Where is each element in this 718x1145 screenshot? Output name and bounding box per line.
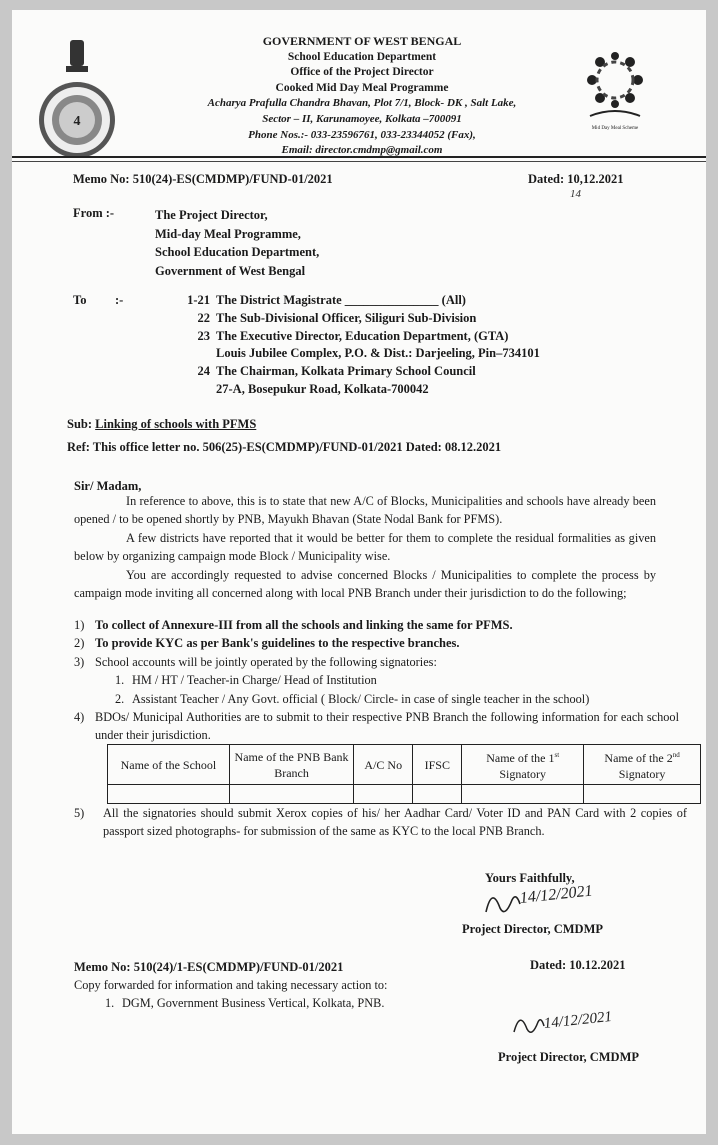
school-info-table xyxy=(107,744,701,804)
table-header: A/C No xyxy=(354,745,413,785)
to-label: To xyxy=(73,293,87,307)
phone-line: Phone Nos.:- 033-23596761, 033-23344052 (Fax), xyxy=(248,128,476,141)
point: 1) To collect of Annexure-III from all the schools and linking the same for PFMS. xyxy=(74,618,513,632)
memo-number: Memo No: 510(24)-ES(CMDMP)/FUND-01/2021 xyxy=(73,172,333,186)
point: 3) School accounts will be jointly operated by the following signatories: xyxy=(74,654,437,669)
table-header: IFSC xyxy=(413,745,462,785)
to-item: Louis Jubilee Complex, P.O. & Dist.: Darjeeling, Pin–734101 xyxy=(216,346,540,361)
copy-memo-number: Memo No: 510(24)/1-ES(CMDMP)/FUND-01/2021 xyxy=(74,960,344,974)
body-paragraphs xyxy=(74,492,656,602)
table-cell xyxy=(229,785,353,804)
table-header: Name of the School xyxy=(108,745,230,785)
table-header-row xyxy=(108,745,701,785)
header-divider xyxy=(12,161,706,162)
mid-day-meal-logo-icon xyxy=(580,50,650,130)
table-header: Name of the PNB Bank Branch xyxy=(229,745,353,785)
paragraph: You are accordingly requested to advise concerned Blocks / Municipalities to complete the process by campaign mode inviting all concerned along with local PNB Branch under their jurisdiction to do the following; xyxy=(74,567,656,601)
to-item: 1-21 The District Magistrate _______________ (All) xyxy=(187,293,466,307)
signature-icon xyxy=(510,1006,546,1042)
logo-caption: Mid Day Meal Scheme xyxy=(591,126,639,131)
table-cell xyxy=(413,785,462,804)
signatory-item: 1. HM / HT / Teacher-in Charge/ Head of Institution xyxy=(115,673,377,688)
table-cell xyxy=(108,785,230,804)
to-item: 24 The Chairman, Kolkata Primary School Council xyxy=(197,364,476,379)
subject-line: Sub: Linking of schools with PFMS xyxy=(67,417,257,431)
point: 4) BDOs/ Municipal Authorities are to submit to their respective PNB Branch the following information for each school under their jurisdiction. xyxy=(74,710,679,742)
point: 5) All the signatories should submit Xerox copies of his/ her Aadhar Card/ Voter ID and PAN Card with 2 copies of passport sized photographs- for submission of the same as KYC to the local PNB Branch. xyxy=(74,806,687,839)
memo-date: Dated: 10,12.2021 xyxy=(528,172,624,186)
table-cell xyxy=(354,785,413,804)
govt-title: GOVERNMENT OF WEST BENGAL xyxy=(262,34,462,48)
header-divider xyxy=(12,156,706,158)
address-line: Sector – II, Karunamoyee, Kolkata –700091 xyxy=(262,112,462,125)
handwritten-signature-date: 14/12/2021 xyxy=(519,882,594,907)
table-cell xyxy=(462,785,584,804)
to-item: 27-A, Bosepukur Road, Kolkata-700042 xyxy=(216,381,429,396)
to-list xyxy=(162,292,540,399)
points-list xyxy=(74,616,589,708)
table-header: Name of the 1st Signatory xyxy=(462,745,584,785)
from-line: Government of West Bengal xyxy=(155,264,306,279)
copy-signatory-designation: Project Director, CMDMP xyxy=(498,1050,640,1064)
dept-name: School Education Department xyxy=(287,50,437,63)
email-line: Email: director.cmdmp@gmail.com xyxy=(281,144,443,157)
handwritten-date-correction: 14 xyxy=(570,188,581,200)
signatory-item: 2. Assistant Teacher / Any Govt. official ( Block/ Circle- in case of single teacher in the school) xyxy=(115,691,590,706)
copy-memo-date: Dated: 10.12.2021 xyxy=(530,958,626,972)
address-line: Acharya Prafulla Chandra Bhavan, Plot 7/1, Block- DK , Salt Lake, xyxy=(207,97,517,110)
to-item: 22 The Sub-Divisional Officer, Siliguri Sub-Division xyxy=(197,310,477,325)
paragraph: In reference to above, this is to state that new A/C of Blocks, Municipalities and schools have already been opened / to be opened shortly by PNB, Mayukh Bhavan (State Nodal Bank for PFMS). xyxy=(74,494,656,527)
signature-icon xyxy=(482,882,522,922)
salutation: Sir/ Madam, xyxy=(74,479,142,493)
from-line: Mid-day Meal Programme, xyxy=(155,226,301,241)
from-label: From :- xyxy=(73,206,115,220)
copy-recipient: 1. DGM, Government Business Vertical, Kolkata, PNB. xyxy=(105,996,385,1010)
point: 2) To provide KYC as per Bank's guidelines to the respective branches. xyxy=(74,636,460,651)
document-page xyxy=(12,10,706,1134)
to-separator: :- xyxy=(115,293,124,307)
from-line: School Education Department, xyxy=(155,245,320,260)
closing-text: Yours Faithfully, xyxy=(485,871,575,885)
table-cell xyxy=(584,785,701,804)
letterhead xyxy=(162,34,562,159)
reference-line: Ref: This office letter no. 506(25)-ES(CMDMP)/FUND-01/2021 Dated: 08.12.2021 xyxy=(67,440,502,454)
handwritten-signature-date: 14/12/2021 xyxy=(543,1008,613,1032)
programme-name: Cooked Mid Day Meal Programme xyxy=(275,81,449,94)
signatory-designation: Project Director, CMDMP xyxy=(462,922,604,936)
table-header: Name of the 2nd Signatory xyxy=(584,745,701,785)
from-line: The Project Director, xyxy=(155,208,268,222)
from-block xyxy=(155,206,319,281)
to-item: 23 The Executive Director, Education Department, (GTA) xyxy=(197,328,509,343)
paragraph: A few districts have reported that it would be better for them to complete the residual formalities as given below by organizing campaign mode Block / Municipality wise. xyxy=(74,530,656,564)
office-name: Office of the Project Director xyxy=(290,66,434,79)
west-bengal-emblem-icon xyxy=(32,38,122,163)
table-row xyxy=(108,785,701,804)
svg-text:4: 4 xyxy=(73,114,81,129)
copy-intro: Copy forwarded for information and taking necessary action to: xyxy=(74,978,388,992)
